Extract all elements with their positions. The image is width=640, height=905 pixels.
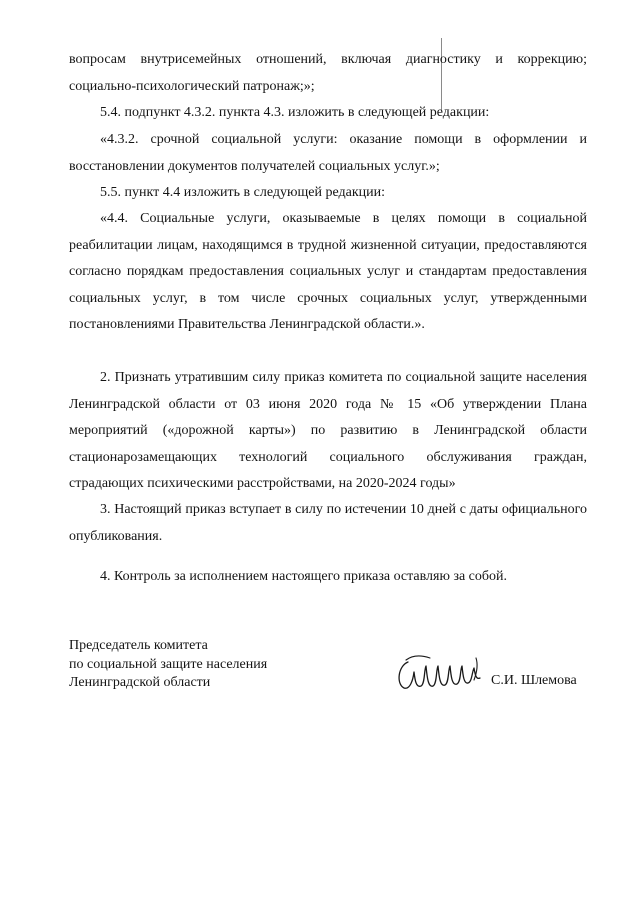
- signatory-position-line: Председатель комитета: [69, 638, 208, 653]
- paragraph-item-2: 2. Признать утратившим силу приказ комитета по социальной защите населения Ленинградской области от 03 июня 2020 года № 15 «Об утверждении Плана мероприятий («дорожной карты») по развитию в Ленинградской области стационарозамещающих технологий социального обслуживания граждан, страдающих психическими расстройствами, на 2020-2024 годы»: [69, 370, 587, 492]
- paragraph-continuation: вопросам внутрисемейных отношений, включая диагностику и коррекцию; социально-психологический патронаж;»;: [69, 52, 587, 94]
- paragraph-5-5: 5.5. пункт 4.4 изложить в следующей редакции:: [100, 185, 385, 200]
- paragraph-5-4: 5.4. подпункт 4.3.2. пункта 4.3. изложить в следующей редакции:: [100, 105, 490, 120]
- paragraph-item-3: 3. Настоящий приказ вступает в силу по истечении 10 дней с даты официального опубликования.: [69, 502, 587, 544]
- signatory-position-line: по социальной защите населения: [69, 656, 268, 672]
- signatory-position-line: Ленинградской области: [69, 675, 211, 690]
- paragraph-4-4: «4.4. Социальные услуги, оказываемые в целях помощи в социальной реабилитации лицам, находящимся в трудной жизненной ситуации, предоставляются согласно порядкам предоставления социальных услуг и стандартам предоставления социальных услуг, в том числе срочных социальных услуг, утвержденными постановлениями Правительства Ленинградской области.».: [69, 211, 587, 333]
- paragraph-item-4: 4. Контроль за исполнением настоящего приказа оставляю за собой.: [100, 569, 508, 584]
- signatory-name: С.И. Шлемова: [491, 673, 577, 688]
- signatory-position: [69, 637, 267, 693]
- handwritten-signature: [394, 650, 486, 694]
- paragraph-4-3-2: «4.3.2. срочной социальной услуги: оказание помощи в оформлении и восстановлении документов получателей социальных услуг.»;: [69, 132, 587, 174]
